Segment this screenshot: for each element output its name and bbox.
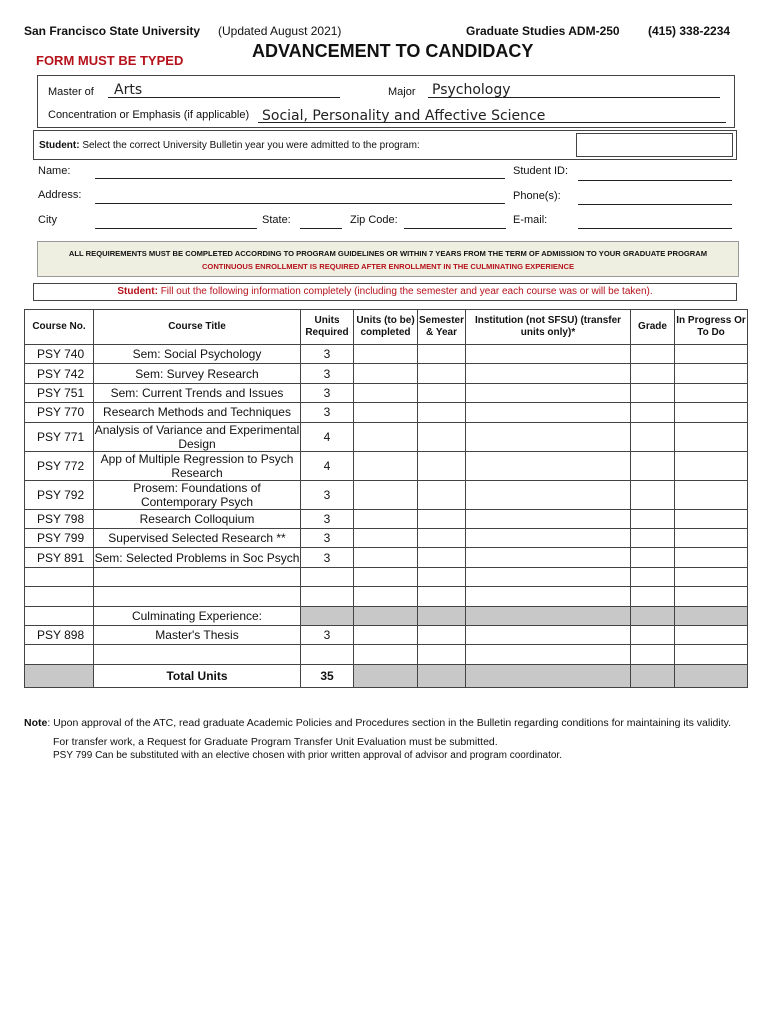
institution-cell[interactable]: [466, 567, 631, 586]
in-progress-cell[interactable]: [675, 345, 748, 364]
transfer-note: For transfer work, a Request for Graduate Program Transfer Unit Evaluation must be submitted.: [53, 736, 498, 748]
units-completed-cell[interactable]: [354, 509, 418, 528]
in-progress-cell[interactable]: [675, 509, 748, 528]
shaded-cell: [675, 664, 748, 687]
course-number[interactable]: [25, 587, 94, 606]
institution-cell[interactable]: [466, 364, 631, 383]
name-field[interactable]: [95, 178, 505, 179]
course-title[interactable]: Sem: Survey Research: [94, 364, 301, 383]
total-row: [25, 664, 748, 687]
master-of-label: Master of: [48, 86, 94, 98]
grade-cell[interactable]: [631, 645, 675, 664]
form-code: Graduate Studies ADM-250: [466, 24, 620, 38]
units-required[interactable]: 4: [301, 422, 354, 451]
in-progress-cell[interactable]: [675, 383, 748, 402]
semester-cell[interactable]: [418, 383, 466, 402]
semester-cell[interactable]: [418, 548, 466, 567]
units-completed-cell[interactable]: [354, 567, 418, 586]
name-label: Name:: [38, 165, 71, 177]
header-institution: Institution (not SFSU) (transfer units only)*: [466, 310, 631, 345]
culminating-blank: [25, 606, 94, 625]
concentration-label: Concentration or Emphasis (if applicable): [48, 109, 250, 121]
course-number[interactable]: PSY 772: [25, 451, 94, 480]
course-title[interactable]: Research Colloquium: [94, 509, 301, 528]
units-completed-cell[interactable]: [354, 625, 418, 644]
course-title[interactable]: [94, 587, 301, 606]
table-row: [25, 364, 748, 383]
in-progress-cell[interactable]: [675, 528, 748, 547]
institution-cell[interactable]: [466, 345, 631, 364]
grade-cell[interactable]: [631, 567, 675, 586]
shaded-cell: [354, 664, 418, 687]
semester-cell[interactable]: [418, 509, 466, 528]
institution-cell[interactable]: [466, 422, 631, 451]
institution-cell[interactable]: [466, 383, 631, 402]
phone-field[interactable]: [578, 204, 732, 205]
table-row: [25, 383, 748, 402]
bulletin-text: Select the correct University Bulletin year you were admitted to the program:: [82, 140, 420, 151]
units-completed-cell[interactable]: [354, 548, 418, 567]
concentration-underline: [258, 122, 726, 123]
units-required[interactable]: 3: [301, 403, 354, 422]
student-id-field[interactable]: [578, 180, 732, 181]
culminating-label: Culminating Experience:: [94, 606, 301, 625]
units-required[interactable]: 3: [301, 383, 354, 402]
concentration-field[interactable]: Social, Personality and Affective Science: [262, 108, 546, 124]
header-grade: Grade: [631, 310, 675, 345]
units-required[interactable]: 3: [301, 548, 354, 567]
table-row: [25, 345, 748, 364]
grade-cell[interactable]: [631, 625, 675, 644]
courses-table: [24, 309, 748, 688]
course-number[interactable]: PSY 799: [25, 528, 94, 547]
city-field[interactable]: [95, 228, 257, 229]
shaded-cell: [418, 664, 466, 687]
table-row: [25, 480, 748, 509]
semester-cell[interactable]: [418, 528, 466, 547]
course-title[interactable]: Analysis of Variance and Experimental Design: [94, 422, 300, 451]
university-name: San Francisco State University: [24, 24, 201, 38]
course-title[interactable]: Prosem: Foundations of Contemporary Psych: [94, 480, 301, 509]
institution-cell[interactable]: [466, 480, 631, 509]
institution-cell[interactable]: [466, 528, 631, 547]
email-field[interactable]: [578, 228, 732, 229]
semester-cell[interactable]: [418, 645, 466, 664]
units-required[interactable]: 3: [301, 480, 354, 509]
culminating-experience-row: [25, 606, 748, 625]
header-units-required: Units Required: [301, 310, 354, 345]
grade-cell[interactable]: [631, 403, 675, 422]
institution-cell[interactable]: [466, 548, 631, 567]
form-title: ADVANCEMENT TO CANDIDACY: [252, 41, 534, 61]
course-number[interactable]: PSY 740: [25, 345, 94, 364]
semester-cell[interactable]: [418, 587, 466, 606]
in-progress-cell[interactable]: [675, 548, 748, 567]
table-row: [25, 403, 748, 422]
address-field[interactable]: [95, 203, 505, 204]
grade-cell[interactable]: [631, 587, 675, 606]
course-title[interactable]: Sem: Social Psychology: [94, 345, 301, 364]
shaded-cell: [25, 664, 94, 687]
empty-row: [25, 567, 748, 586]
course-title[interactable]: Sem: Selected Problems in Soc Psych: [94, 548, 301, 567]
thesis-row: [25, 625, 748, 644]
address-label: Address:: [38, 189, 82, 201]
in-progress-cell[interactable]: [675, 451, 748, 480]
units-completed-cell[interactable]: [354, 587, 418, 606]
institution-cell[interactable]: [466, 587, 631, 606]
units-completed-cell[interactable]: [354, 403, 418, 422]
header-course-no: Course No.: [25, 310, 94, 345]
fill-instruction-text: Fill out the following information completely (including the semester and year each course was or will be taken).: [160, 286, 653, 297]
course-number[interactable]: PSY 742: [25, 364, 94, 383]
course-number[interactable]: [25, 567, 94, 586]
major-field[interactable]: Psychology: [432, 82, 511, 98]
table-row: [25, 509, 748, 528]
shaded-cell: [631, 606, 675, 625]
units-completed-cell[interactable]: [354, 480, 418, 509]
header-semester-year: Semester & Year: [418, 310, 466, 345]
empty-row: [25, 587, 748, 606]
student-id-label: Student ID:: [513, 165, 569, 177]
note-text: : Upon approval of the ATC, read graduate Academic Policies and Procedures section in the Bulletin regarding conditions for maintaining its validity.: [47, 717, 732, 729]
total-units-label: Total Units: [94, 664, 301, 687]
grade-cell[interactable]: [631, 364, 675, 383]
psy799-note: PSY 799 Can be substituted with an elective chosen with prior written approval of advisor and program coordinator.: [53, 750, 562, 761]
course-number[interactable]: PSY 891: [25, 548, 94, 567]
units-required[interactable]: 3: [301, 509, 354, 528]
course-title[interactable]: [94, 645, 301, 664]
units-required[interactable]: [301, 645, 354, 664]
units-required[interactable]: 4: [301, 451, 354, 480]
units-required[interactable]: 3: [301, 364, 354, 383]
zip-label: Zip Code:: [350, 214, 398, 226]
bulletin-student-label: Student:: [39, 140, 80, 151]
table-row: [25, 422, 748, 451]
grade-cell[interactable]: [631, 383, 675, 402]
city-label: City: [38, 214, 57, 226]
header-units-completed: Units (to be) completed: [354, 310, 418, 345]
institution-cell[interactable]: [466, 509, 631, 528]
grade-cell[interactable]: [631, 345, 675, 364]
shaded-cell: [418, 606, 466, 625]
master-of-field[interactable]: Arts: [114, 82, 143, 98]
office-phone: (415) 338-2234: [648, 24, 731, 38]
table-row: [25, 548, 748, 567]
semester-cell[interactable]: [418, 451, 466, 480]
shaded-cell: [466, 606, 631, 625]
grade-cell[interactable]: [631, 548, 675, 567]
units-completed-cell[interactable]: [354, 422, 418, 451]
semester-cell[interactable]: [418, 422, 466, 451]
course-number[interactable]: PSY 771: [25, 422, 94, 451]
units-required[interactable]: 3: [301, 625, 354, 644]
course-number[interactable]: [25, 645, 94, 664]
total-units-value: 35: [301, 664, 354, 687]
grade-cell[interactable]: [631, 451, 675, 480]
semester-cell[interactable]: [418, 567, 466, 586]
in-progress-cell[interactable]: [675, 422, 748, 451]
course-title[interactable]: Supervised Selected Research **: [94, 528, 301, 547]
units-completed-cell[interactable]: [354, 528, 418, 547]
requirements-notice: [37, 241, 739, 277]
units-required[interactable]: [301, 567, 354, 586]
fill-instruction: [33, 286, 737, 297]
bulletin-year-select[interactable]: [576, 133, 733, 157]
units-completed-cell[interactable]: [354, 451, 418, 480]
bulletin-instruction: [39, 140, 420, 151]
course-title[interactable]: App of Multiple Regression to Psych Research: [94, 451, 301, 480]
institution-cell[interactable]: [466, 625, 631, 644]
institution-cell[interactable]: [466, 451, 631, 480]
empty-row: [25, 645, 748, 664]
phone-label: Phone(s):: [513, 190, 561, 202]
requirements-line-1: ALL REQUIREMENTS MUST BE COMPLETED ACCORDING TO PROGRAM GUIDELINES OR WITHIN 7 YEARS FROM THE TERM OF ADMISSION TO YOUR GRADUATE PROGRAM: [68, 249, 708, 258]
units-required[interactable]: 3: [301, 528, 354, 547]
units-completed-cell[interactable]: [354, 364, 418, 383]
table-header-row: [25, 310, 748, 345]
semester-cell[interactable]: [418, 480, 466, 509]
state-field[interactable]: [300, 228, 342, 229]
requirements-line-2: CONTINUOUS ENROLLMENT IS REQUIRED AFTER ENROLLMENT IN THE CULMINATING EXPERIENCE: [201, 262, 575, 271]
units-completed-cell[interactable]: [354, 645, 418, 664]
in-progress-cell[interactable]: [675, 480, 748, 509]
course-number[interactable]: PSY 770: [25, 403, 94, 422]
shaded-cell: [675, 606, 748, 625]
grade-cell[interactable]: [631, 480, 675, 509]
units-completed-cell[interactable]: [354, 345, 418, 364]
in-progress-cell[interactable]: [675, 625, 748, 644]
course-title[interactable]: Research Methods and Techniques: [94, 403, 301, 422]
units-required[interactable]: [301, 587, 354, 606]
course-number[interactable]: PSY 751: [25, 383, 94, 402]
grade-cell[interactable]: [631, 509, 675, 528]
semester-cell[interactable]: [418, 403, 466, 422]
in-progress-cell[interactable]: [675, 645, 748, 664]
updated-date: (Updated August 2021): [218, 24, 342, 38]
shaded-cell: [631, 664, 675, 687]
major-label: Major: [388, 86, 416, 98]
course-title[interactable]: Sem: Current Trends and Issues: [94, 383, 301, 402]
email-label: E-mail:: [513, 214, 548, 226]
header-in-progress: In Progress Or To Do: [675, 310, 748, 345]
in-progress-cell[interactable]: [675, 403, 748, 422]
fill-student-label: Student:: [117, 286, 158, 297]
semester-cell[interactable]: [418, 625, 466, 644]
course-title[interactable]: Master's Thesis: [94, 625, 301, 644]
institution-cell[interactable]: [466, 645, 631, 664]
in-progress-cell[interactable]: [675, 587, 748, 606]
in-progress-cell[interactable]: [675, 567, 748, 586]
course-number[interactable]: PSY 792: [25, 480, 94, 509]
table-row: [25, 528, 748, 547]
state-label: State:: [262, 214, 291, 226]
course-title[interactable]: [94, 567, 301, 586]
course-number[interactable]: PSY 898: [25, 625, 94, 644]
must-be-typed-warning: FORM MUST BE TYPED: [36, 53, 184, 68]
approval-note: [24, 716, 731, 730]
grade-cell[interactable]: [631, 422, 675, 451]
semester-cell[interactable]: [418, 364, 466, 383]
notes-section: [24, 716, 731, 763]
grade-cell[interactable]: [631, 528, 675, 547]
shaded-cell: [466, 664, 631, 687]
semester-cell[interactable]: [418, 345, 466, 364]
header-course-title: Course Title: [94, 310, 301, 345]
shaded-cell: [301, 606, 354, 625]
units-completed-cell[interactable]: [354, 383, 418, 402]
master-of-underline: [108, 97, 340, 98]
table-row: [25, 451, 748, 480]
in-progress-cell[interactable]: [675, 364, 748, 383]
major-underline: [428, 97, 720, 98]
shaded-cell: [354, 606, 418, 625]
zip-field[interactable]: [404, 228, 506, 229]
units-required[interactable]: 3: [301, 345, 354, 364]
note-label: Note: [24, 717, 48, 729]
course-number[interactable]: PSY 798: [25, 509, 94, 528]
institution-cell[interactable]: [466, 403, 631, 422]
